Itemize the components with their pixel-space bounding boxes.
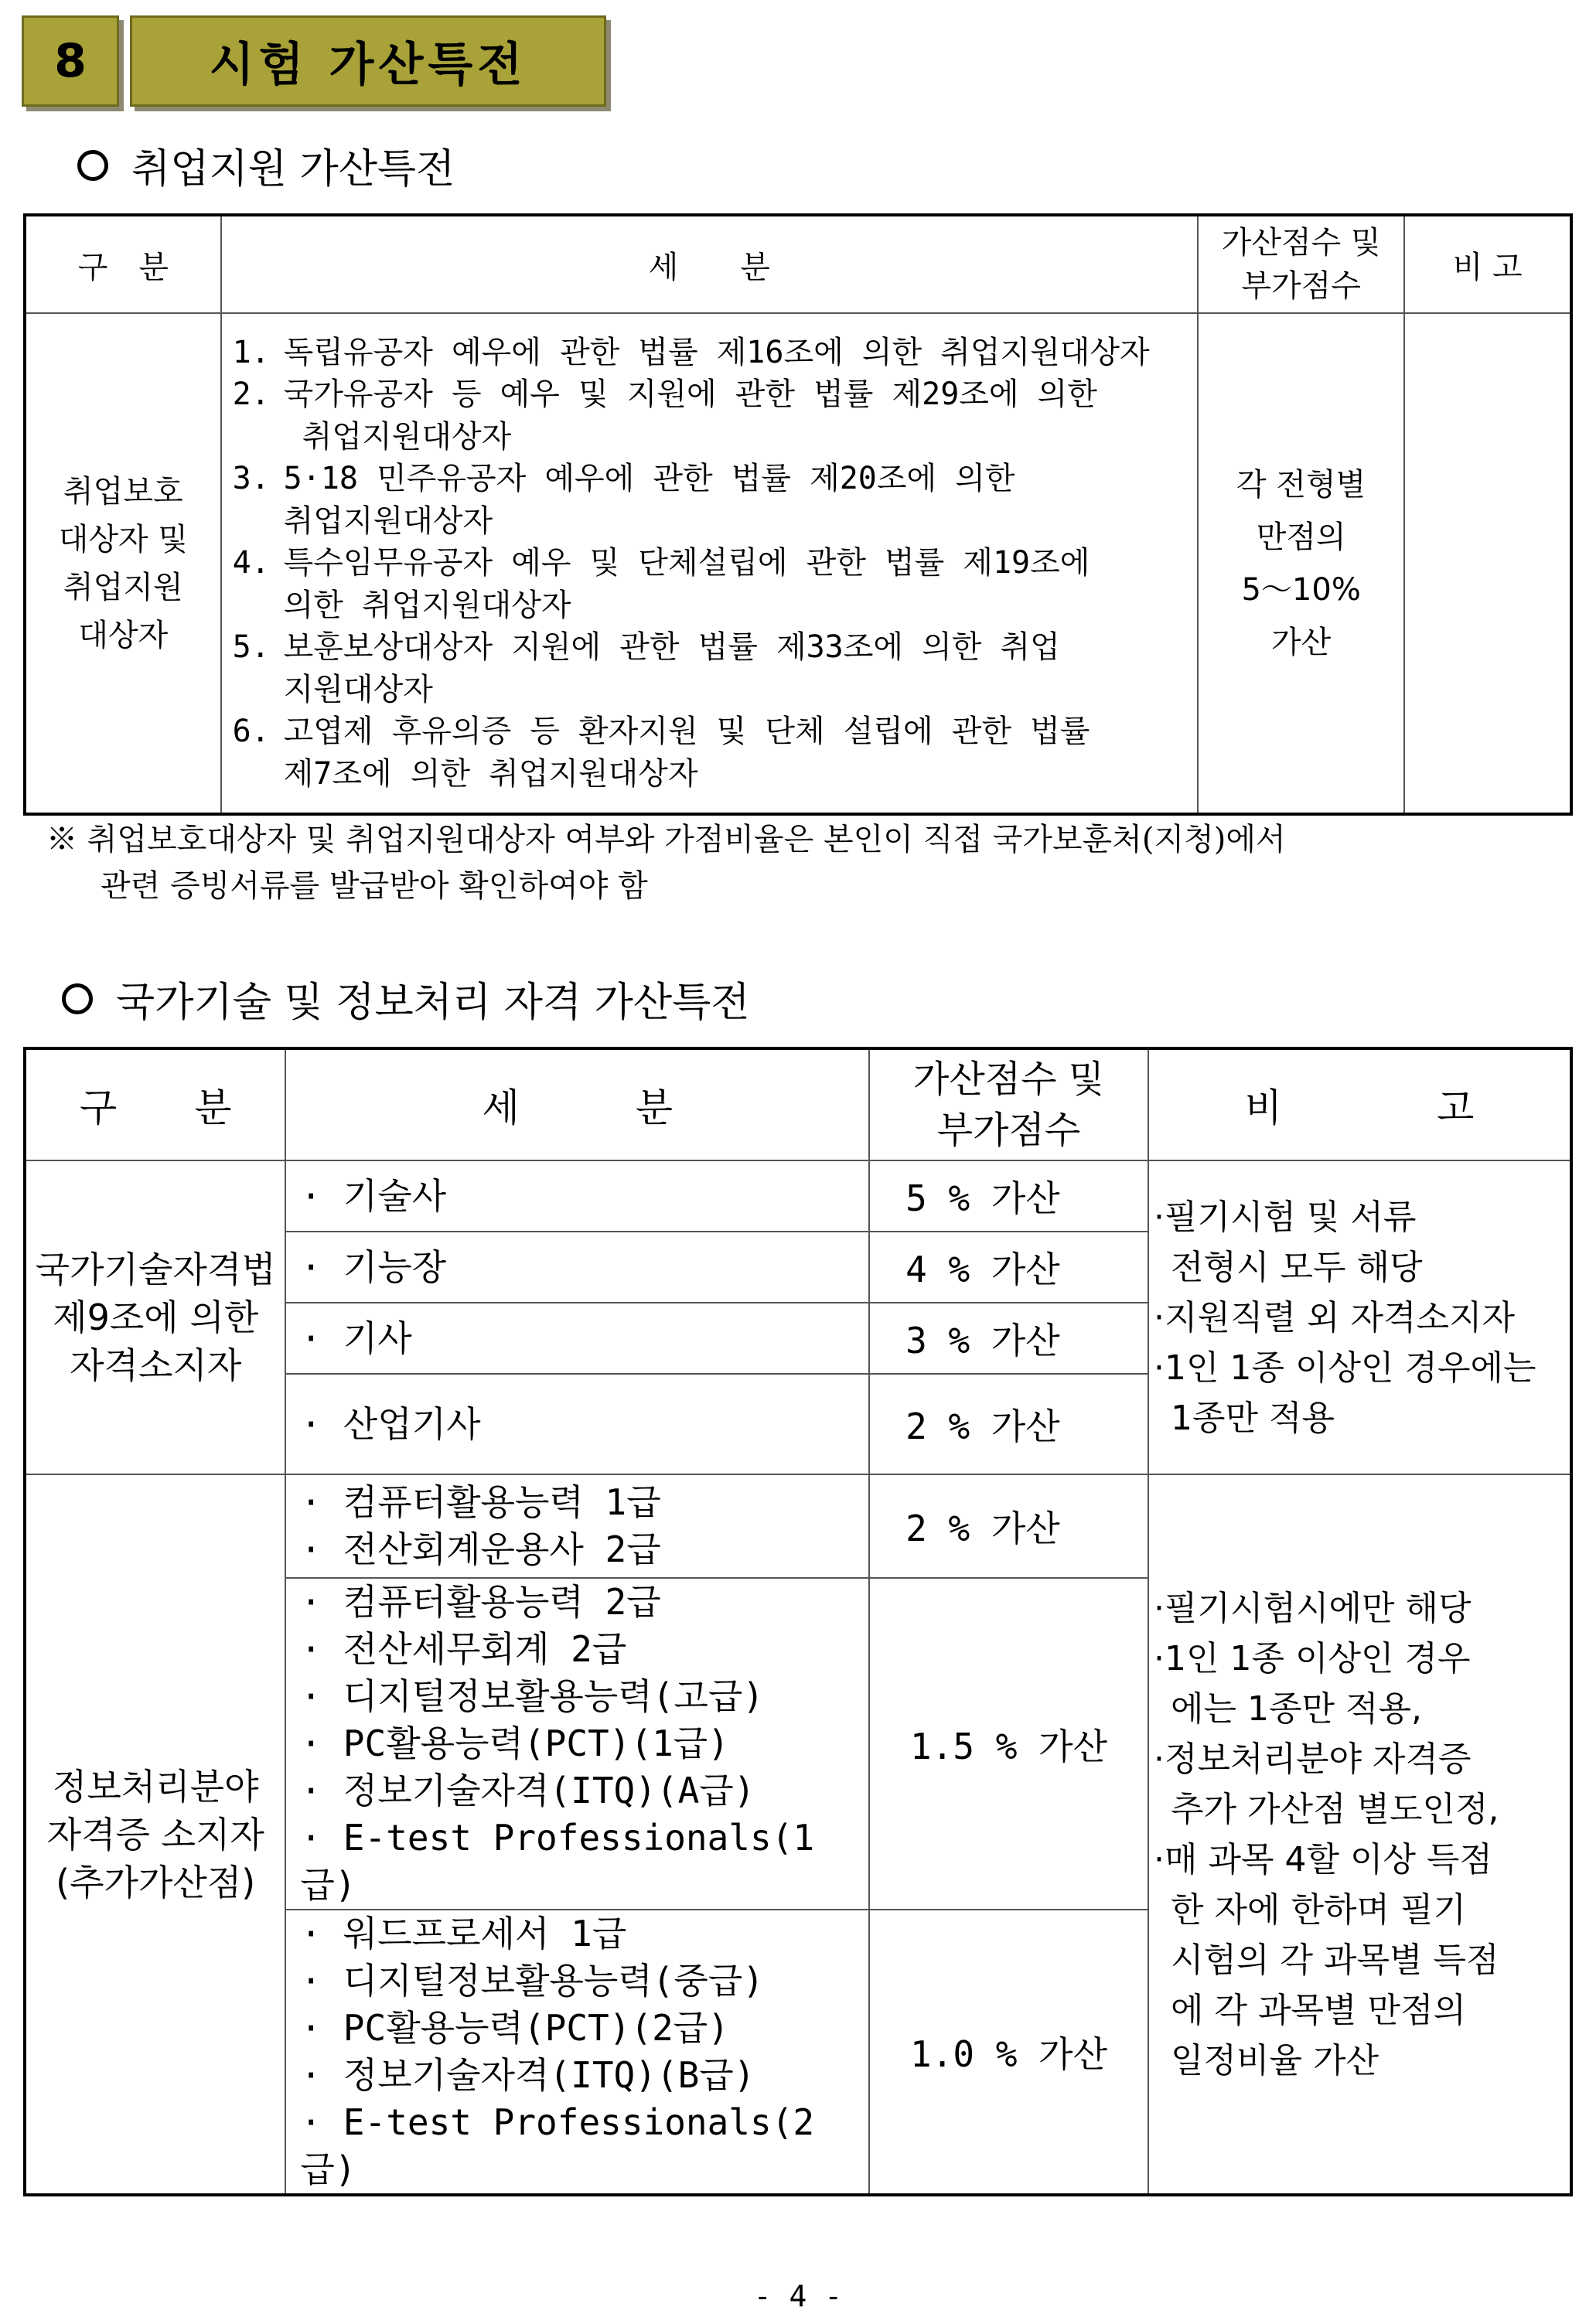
detail-line: · E-test Professionals(2급) [300, 2101, 815, 2190]
section-title: 시험 가산특전 [130, 15, 606, 107]
employment-category: 취업보호 대상자 및 취업지원 대상자 [25, 313, 221, 814]
list-item: 4. 특수임무유공자 예우 및 단체설립에 관한 법률 제19조에 의한 취업지원대상자 [232, 545, 1090, 623]
header-remarks: 비 고 [1404, 215, 1571, 313]
detail-line: · 컴퓨터활용능력 1급 [300, 1481, 661, 1523]
employment-items [221, 313, 1198, 814]
tech-bonus: 1.5 % 가산 [869, 1578, 1148, 1910]
remark-line: ·정보처리분야 자격증 [1153, 1739, 1472, 1779]
table-row [25, 1474, 1571, 1578]
list-item: 3. 5·18 민주유공자 예우에 관한 법률 제20조에 의한 취업지원대상자 [232, 461, 1015, 539]
remark-line: ·1인 1종 이상인 경우 [1153, 1638, 1471, 1678]
header-detail: 세 분 [221, 215, 1198, 313]
tech-group1-category: 국가기술자격법 제9조에 의한 자격소지자 [25, 1160, 285, 1474]
tech-group2-category: 정보처리분야 자격증 소지자 (추가가산점) [25, 1474, 285, 2195]
tech-heading [62, 969, 750, 1027]
tech-table-header [25, 1048, 1571, 1160]
tech-bonus: 2 % 가산 [869, 1374, 1148, 1474]
list-item: 5. 보훈보상대상자 지원에 관한 법률 제33조에 의한 취업 지원대상자 [232, 629, 1060, 707]
remark-line: 일정비율 가산 [1170, 2040, 1379, 2080]
employment-remarks [1404, 313, 1571, 814]
tech-detail: · 기술사 [285, 1160, 869, 1232]
header-category: 구 분 [25, 215, 221, 313]
list-item: 2. 국가유공자 등 예우 및 지원에 관한 법률 제29조에 의한 취업지원대상자 [232, 377, 1097, 455]
tech-group2-remarks [1148, 1474, 1571, 2195]
employment-table-row [25, 313, 1571, 814]
tech-detail [285, 1474, 869, 1578]
remark-line: 시험의 각 과목별 득점 [1170, 1940, 1499, 1980]
remark-line: ·필기시험 및 서류 [1153, 1197, 1417, 1237]
employment-heading [77, 136, 455, 194]
tech-heading-text: 국가기술 및 정보처리 자격 가산특전 [116, 980, 750, 1026]
remark-line: ·필기시험시에만 해당 [1153, 1588, 1472, 1628]
header-category: 구 분 [25, 1048, 285, 1160]
remark-line: ·1인 1종 이상인 경우에는 [1153, 1348, 1536, 1388]
remark-line: ·지원직렬 외 자격소지자 [1153, 1297, 1515, 1337]
header-detail: 세 분 [285, 1048, 869, 1160]
remark-line: 전형시 모두 해당 [1170, 1247, 1423, 1287]
detail-line: · 디지털정보활용능력(고급) [300, 1675, 764, 1717]
tech-group1-remarks [1148, 1160, 1571, 1474]
employment-table-header [25, 215, 1571, 313]
tech-detail [285, 1910, 869, 2195]
tech-detail [285, 1578, 869, 1910]
detail-line: · 워드프로세서 1급 [300, 1913, 627, 1954]
remark-line: 추가 가산점 별도인정, [1170, 1789, 1499, 1829]
table-row [25, 1160, 1571, 1232]
employment-note [46, 816, 1286, 909]
remark-line: 에 각 과목별 만점의 [1170, 1990, 1466, 2030]
detail-line: · 정보기술자격(ITQ)(A급) [300, 1770, 755, 1811]
header-bonus: 가산점수 및 부가점수 [869, 1048, 1148, 1160]
section-number: 8 [22, 15, 119, 107]
tech-bonus: 3 % 가산 [869, 1303, 1148, 1374]
detail-line: · 전산세무회계 2급 [300, 1628, 627, 1670]
employment-heading-text: 취업지원 가산특전 [131, 146, 455, 193]
remark-line: 한 자에 한하며 필기 [1170, 1890, 1466, 1930]
tech-table [23, 1047, 1573, 2196]
tech-detail: · 기사 [285, 1303, 869, 1374]
employment-table [23, 213, 1573, 816]
remark-line: 1종만 적용 [1170, 1398, 1335, 1438]
remark-line: 에는 1종만 적용, [1170, 1688, 1422, 1729]
header-bonus: 가산점수 및 부가점수 [1198, 215, 1405, 313]
remark-line: ·매 과목 4할 이상 득점 [1153, 1839, 1492, 1879]
detail-line: · 정보기술자격(ITQ)(B급) [300, 2054, 755, 2096]
tech-bonus: 5 % 가산 [869, 1160, 1148, 1232]
tech-bonus: 4 % 가산 [869, 1232, 1148, 1303]
page-number: - 4 - [753, 2279, 843, 2313]
detail-line: · 전산회계운용사 2급 [300, 1528, 661, 1570]
employment-bonus: 각 전형별 만점의 5～10% 가산 [1198, 313, 1405, 814]
detail-line: · E-test Professionals(1급) [300, 1817, 815, 1906]
header-remarks: 비 고 [1148, 1048, 1571, 1160]
detail-line: · PC활용능력(PCT)(2급) [300, 2007, 729, 2049]
detail-line: · 디지털정보활용능력(중급) [300, 1960, 764, 2002]
detail-line: · 컴퓨터활용능력 2급 [300, 1581, 661, 1623]
circle-bullet-icon [77, 150, 108, 181]
tech-detail: · 기능장 [285, 1232, 869, 1303]
tech-bonus: 2 % 가산 [869, 1474, 1148, 1578]
list-item: 6. 고엽제 후유의증 등 환자지원 및 단체 설립에 관한 법률 제7조에 의한 취업지원대상자 [232, 714, 1090, 792]
tech-detail: · 산업기사 [285, 1374, 869, 1474]
list-item: 1. 독립유공자 예우에 관한 법률 제16조에 의한 취업지원대상자 [232, 334, 1150, 370]
detail-line: · PC활용능력(PCT)(1급) [300, 1723, 729, 1764]
note-line-1: ※ 취업보호대상자 및 취업지원대상자 여부와 가점비율은 본인이 직접 국가보훈처(지청)에서 [46, 822, 1286, 857]
tech-bonus: 1.0 % 가산 [869, 1910, 1148, 2195]
circle-bullet-icon [62, 983, 93, 1014]
note-line-2: 관련 증빙서류를 발급받아 확인하여야 함 [101, 868, 648, 904]
